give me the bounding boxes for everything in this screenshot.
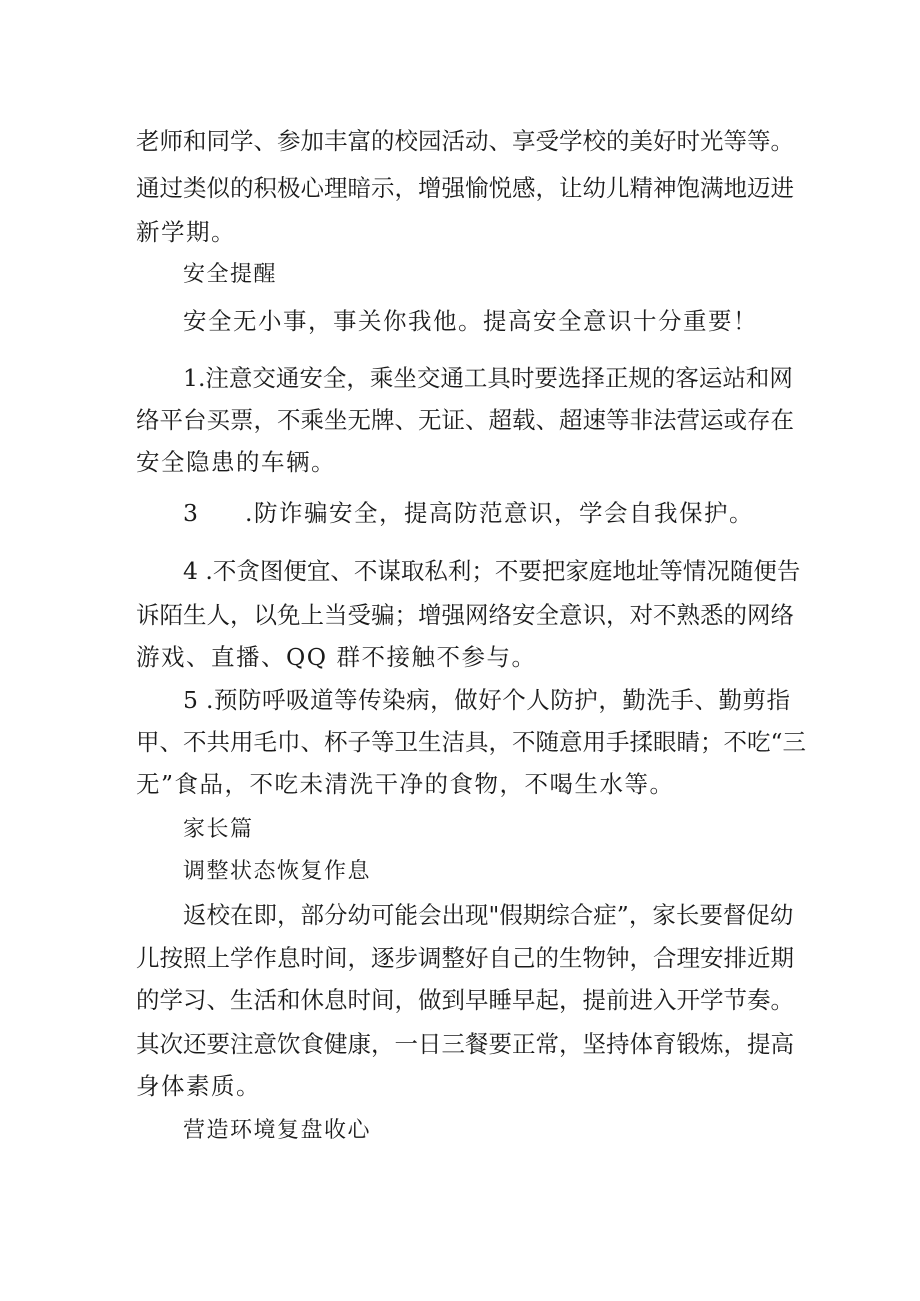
- safety-item1-line-1: 1.注意交通安全，乘坐交通工具时要选择正规的客运站和网: [183, 364, 793, 392]
- parents-para-line-1: 返校在即，部分幼可能会出现"假期综合症”，家长要督促幼: [183, 901, 794, 929]
- safety-item1-line-3: 安全隐患的车辆。: [136, 448, 336, 476]
- safety-lead: 安全无小事，事关你我他。提高安全意识十分重要！: [183, 307, 758, 335]
- safety-item5-line-2: 甲、不共用毛巾、杯子等卫生洁具，不随意用手揉眼睛；不吃“三: [136, 728, 807, 756]
- parents-heading: 家长篇: [183, 817, 254, 842]
- safety-item5-line-1: 5 .预防呼吸道等传染病，做好个人防护，勤洗手、勤剪指: [183, 686, 790, 714]
- safety-item3-text: .防诈骗安全，提高防范意识，学会自我保护。: [245, 499, 754, 527]
- intro-line-1: 老师和同学、参加丰富的校园活动、享受学校的美好时光等等。: [136, 127, 794, 155]
- parents-para-line-4: 其次还要注意饮食健康，一日三餐要正常，坚持体育锻炼，提高: [136, 1030, 794, 1058]
- safety-item3-number: 3: [183, 499, 198, 527]
- parents-subheading-2: 营造环境复盘收心: [183, 1118, 372, 1143]
- safety-item1-line-2: 络平台买票，不乘坐无牌、无证、超载、超速等非法营运或存在: [136, 406, 794, 434]
- safety-item5-line-3: 无”食品，不吃未清洗干净的食物，不喝生水等。: [136, 770, 675, 798]
- safety-item4-line-3: 游戏、直播、QQ 群不接触不参与。: [136, 643, 537, 671]
- safety-heading: 安全提醒: [183, 262, 278, 287]
- parents-para-line-3: 的学习、生活和休息时间，做到早睡早起，提前进入开学节奏。: [136, 986, 794, 1014]
- parents-para-line-2: 儿按照上学作息时间，逐步调整好自己的生物钟，合理安排近期: [136, 944, 794, 972]
- safety-item4-line-2: 诉陌生人，以免上当受骗；增强网络安全意识，对不熟悉的网络: [136, 601, 794, 629]
- safety-item4-line-1: 4 .不贪图便宜、不谋取私利；不要把家庭地址等情况随便告: [183, 557, 801, 585]
- parents-para-line-5: 身体素质。: [136, 1072, 261, 1100]
- intro-line-2: 通过类似的积极心理暗示，增强愉悦感，让幼儿精神饱满地迈进: [136, 174, 794, 202]
- parents-subheading: 调整状态恢复作息: [183, 859, 372, 884]
- intro-line-3: 新学期。: [136, 218, 236, 246]
